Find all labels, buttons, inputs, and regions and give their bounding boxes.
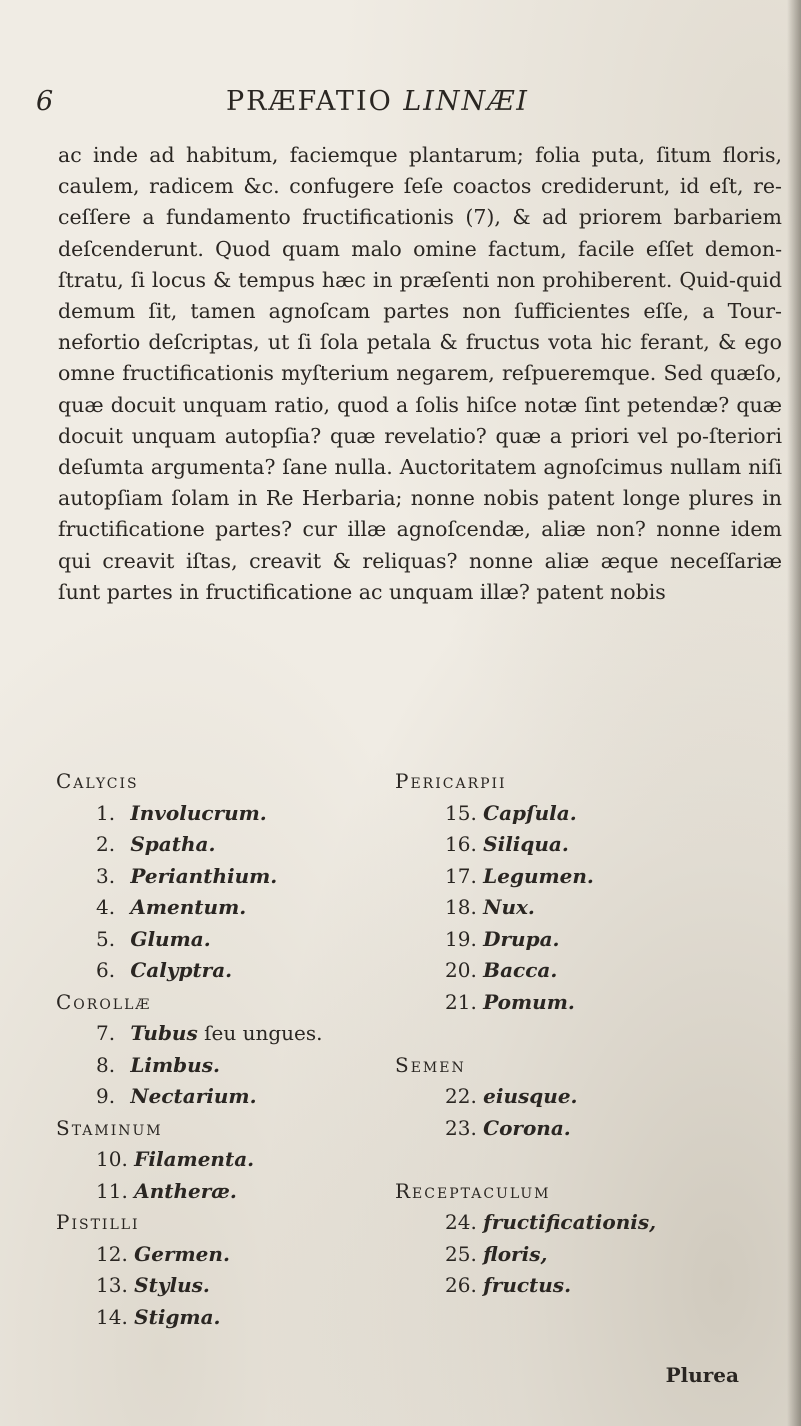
- list-item: 12. Germen.: [96, 1241, 230, 1266]
- list-item: 20. Bacca.: [445, 958, 558, 982]
- list-item: 23. Corona.: [445, 1115, 571, 1140]
- list-item: 1. Involucrum.: [96, 800, 267, 825]
- running-head-roman: PRÆFATIO: [226, 86, 404, 117]
- section-heading-pistilli: Pistilli: [56, 1210, 140, 1234]
- catchword: Plurea: [665, 1363, 739, 1387]
- list-item: 8. Limbus.: [96, 1052, 220, 1077]
- list-item: 16. Siliqua.: [445, 832, 569, 856]
- spacer: [395, 1018, 725, 1050]
- list-item: 14. Stigma.: [96, 1304, 221, 1329]
- list-item: 5. Gluma.: [96, 926, 211, 951]
- section-heading-corollae: Corollæ: [56, 989, 152, 1014]
- section-heading-calycis: Calycis: [56, 769, 139, 793]
- list-item: 3. Perianthium.: [96, 863, 278, 888]
- list-item: 9. Nectarium.: [96, 1084, 257, 1108]
- right-column: [395, 766, 725, 1302]
- list-item: 26. fructus.: [445, 1273, 572, 1297]
- left-column: [56, 766, 386, 1333]
- list-item: 11. Antheræ.: [96, 1178, 237, 1203]
- list-item: 17. Legumen.: [445, 863, 594, 888]
- body-paragraph: ac inde ad habitum, faciemque plantarum; folia puta, ſitum floris, caulem, radicem &c. confugere ſeſe coactos crediderunt, id eſt, re-ceſſere a fundamento fructificationis (7), & ad priorem barbariem deſcenderunt. Quod quam malo omine factum, facile eſſet demon-ſtratu, ſi locus & tempus hæc in præſenti non prohiberent. Quid-quid demum ſit, tamen agnoſcam partes non ſufficientes eſſe, a Tour-nefortio deſcriptas, ut ſi ſola petala & fructus vota hic ferant, & ego omne fructificationis myſterium negarem, reſpueremque. Sed quæſo, quæ docuit unquam ratio, quod a ſolis hiſce notæ ſint petendæ? quæ docuit unquam autopſia? quæ revelatio? quæ a priori vel po-ſteriori deſumta argumenta? ſane nulla. Auctoritatem agnoſcimus nullam niſi autopſiam ſolam in Re Herbaria; nonne nobis patent longe plures in fructificatione partes? cur illæ agnoſcendæ, aliæ non? nonne idem qui creavit iſtas, creavit & reliquas? nonne aliæ æque neceſſariæ ſunt partes in fructificatione ac unquam illæ? patent nobis: [58, 143, 782, 604]
- list-item: 18. Nux.: [445, 895, 535, 919]
- list-item: 10. Filamenta.: [96, 1147, 255, 1171]
- page-number: 6: [36, 86, 54, 117]
- list-item: 4. Amentum.: [96, 895, 247, 919]
- running-head-italic: LINNÆI: [403, 86, 529, 117]
- list-item: 7. Tubus ſeu ungues.: [96, 1021, 323, 1045]
- list-item: 24. fructificationis,: [445, 1210, 657, 1234]
- page-edge-shadow: [787, 0, 801, 1426]
- list-item: 19. Drupa.: [445, 926, 560, 951]
- list-item: 25. floris,: [445, 1241, 548, 1266]
- spacer: [395, 1144, 725, 1176]
- list-item: 15. Capſula.: [445, 800, 577, 825]
- section-heading-pericarpii: Pericarpii: [395, 769, 507, 793]
- section-heading-semen: Semen: [395, 1052, 466, 1077]
- list-item: 2. Spatha.: [96, 832, 216, 856]
- page-header: [36, 86, 726, 126]
- section-heading-staminum: Staminum: [56, 1115, 163, 1140]
- running-head: [226, 86, 529, 117]
- section-heading-receptaculum: Receptaculum: [395, 1178, 551, 1203]
- list-item: 22. eiusque.: [445, 1084, 578, 1108]
- list-item: 21. Pomum.: [445, 989, 575, 1014]
- list-item: 6. Calyptra.: [96, 958, 233, 982]
- list-item: 13. Stylus.: [96, 1273, 210, 1297]
